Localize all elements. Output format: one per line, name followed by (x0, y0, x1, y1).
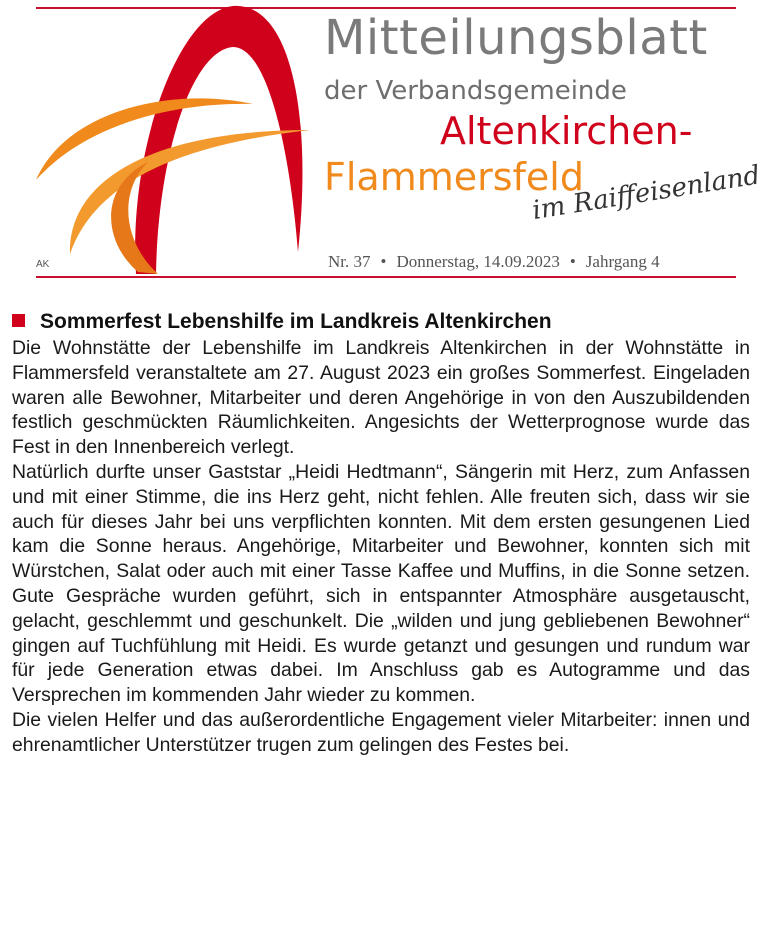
headline-marker-icon (12, 314, 25, 327)
ak-logo (28, 2, 318, 280)
article-headline (12, 308, 750, 336)
town-name-line2: Flammersfeld (324, 155, 584, 199)
issue-volume: Jahrgang 4 (585, 252, 660, 271)
separator-dot: • (380, 252, 387, 271)
issue-number: Nr. 37 (328, 252, 371, 271)
article-paragraph: Die Wohnstätte der Lebenshilfe im Landkreis Altenkirchen in der Wohnstätte in Flammersfeld veranstaltete am 27. August 2023 ein großes Sommerfest. Eingeladen waren alle Bewohner, Mitarbeiter und deren Angehörige in von den Auszubildenden festlich geschmückten Räumlichkeiten. Angesichts der Wetterprognose wurde das Fest in den Innenbereich verlegt. (12, 337, 750, 459)
headline-text: Sommerfest Lebenshilfe im Landkreis Altenkirchen (40, 310, 552, 333)
article-paragraph: Natürlich durfte unser Gaststar „Heidi Hedtmann“, Sängerin mit Herz, zum Anfassen und mit einer Stimme, die ins Herz geht, nicht fehlen. Alle freuten sich, dass wir sie auch für dieses Jahr bei uns verpflichten konnten. Mit dem ersten gesungenen Lied kam die Sonne heraus. Angehörige, Mitarbeiter und Bewohner, konnten sich mit Würstchen, Salat oder auch mit einer Tasse Kaffee und Muffins, in die Sonne setzen. Gute Gespräche wurden geführt, sich in entspannter Atmosphäre ausgetauscht, gelacht, geschlemmt und geschunkelt. Die „wilden und jung gebliebenen Bewohner“ gingen auf Tuchfühlung mit Heidi. Es wurde getanzt und gesungen und rundum war für jede Generation etwas dabei. Im Anschluss gab es Autogramme und das Versprechen im kommenden Jahr wieder zu kommen. (12, 460, 750, 707)
tagline: im Raiffeisenland (530, 160, 763, 226)
issue-info (328, 252, 660, 272)
issue-date: Donnerstag, 14.09.2023 (396, 252, 560, 271)
logo-orange-swoosh-lower (70, 130, 310, 254)
publication-title: Mitteilungsblatt (324, 10, 708, 66)
town-name-line1: Altenkirchen- (440, 109, 693, 153)
separator-dot: • (569, 252, 576, 271)
article (12, 308, 750, 758)
publication-subtitle: der Verbandsgemeinde (324, 76, 627, 106)
masthead (0, 0, 774, 290)
logo-mark-text: AK (36, 259, 50, 270)
article-paragraph: Die vielen Helfer und das außerordentliche Engagement vieler Mitarbeiter: innen und ehrenamtlicher Unterstützer trugen zum gelingen des Festes bei. (12, 708, 750, 756)
